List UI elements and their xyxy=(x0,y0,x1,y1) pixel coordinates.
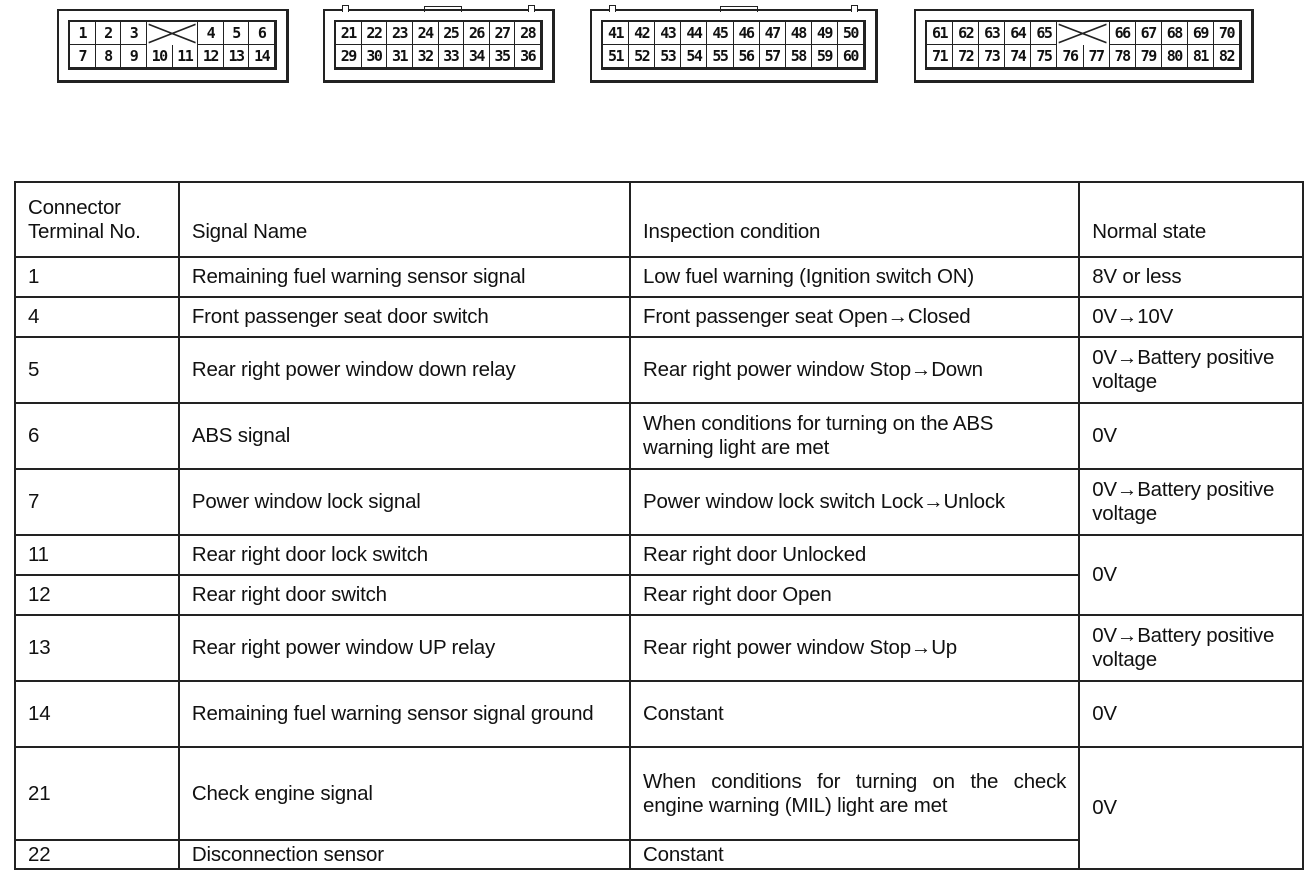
cell-terminal: 5 xyxy=(15,337,179,403)
cell-terminal: 21 xyxy=(15,747,179,840)
connector-pin: 58 xyxy=(786,45,812,68)
header-inspection-condition: Inspection condition xyxy=(630,182,1079,257)
table-row xyxy=(15,257,1303,297)
table-row xyxy=(15,747,1303,840)
connector-pin: 46 xyxy=(734,22,760,45)
connector-latch xyxy=(851,5,858,12)
cell-signal-name: Remaining fuel warning sensor signal xyxy=(179,257,630,297)
header-terminal: Connector Terminal No. xyxy=(15,182,179,257)
table-row xyxy=(15,403,1303,469)
connector-pin: 60 xyxy=(838,45,864,68)
connector-pin: 82 xyxy=(1214,45,1240,68)
cell-signal-name: Rear right power window down relay xyxy=(179,337,630,403)
connector-pin: 21 xyxy=(336,22,362,45)
connector-pin: 36 xyxy=(515,45,541,68)
connector-pin: 5 xyxy=(224,22,250,45)
connector-pin: 73 xyxy=(979,45,1005,68)
connector-blank-cavity xyxy=(147,22,198,45)
cell-normal-state: 0V→Battery positive voltage xyxy=(1079,615,1303,681)
cell-inspection-condition: Rear right door Open xyxy=(630,575,1079,615)
connector-pin: 42 xyxy=(629,22,655,45)
cell-normal-state: 0V xyxy=(1079,535,1303,615)
connector-pin: 27 xyxy=(490,22,516,45)
terminal-inspection-table xyxy=(14,181,1304,870)
cell-terminal: 7 xyxy=(15,469,179,535)
cell-normal-state: 0V→Battery positive voltage xyxy=(1079,337,1303,403)
connector-pin: 33 xyxy=(439,45,465,68)
cell-normal-state: 0V→10V xyxy=(1079,297,1303,337)
connector-pin: 61 xyxy=(927,22,953,45)
connector-pin: 49 xyxy=(812,22,838,45)
cell-inspection-condition: Constant xyxy=(630,840,1079,869)
connector-pin: 1 xyxy=(70,22,96,45)
connector-pin: 3 xyxy=(121,22,147,45)
connector-pin: 67 xyxy=(1136,22,1162,45)
connector-pin: 6 xyxy=(249,22,275,45)
cell-terminal: 12 xyxy=(15,575,179,615)
cell-inspection-condition: Constant xyxy=(630,681,1079,747)
connector-pin: 44 xyxy=(681,22,707,45)
connector-pin: 34 xyxy=(464,45,490,68)
connector-blank-cavity xyxy=(1057,22,1109,45)
connector-key xyxy=(720,6,758,12)
connector-latch xyxy=(342,5,349,12)
connector-diagram-4 xyxy=(914,9,1254,83)
connector-pin: 57 xyxy=(760,45,786,68)
cell-normal-state: 8V or less xyxy=(1079,257,1303,297)
connector-pin: 51 xyxy=(603,45,629,68)
cell-signal-name: Front passenger seat door switch xyxy=(179,297,630,337)
connector-pin: 47 xyxy=(760,22,786,45)
connector-pin: 8 xyxy=(96,45,122,68)
connector-pin: 81 xyxy=(1188,45,1214,68)
connector-pin: 74 xyxy=(1005,45,1031,68)
connector-pin: 4 xyxy=(198,22,224,45)
connector-pin: 69 xyxy=(1188,22,1214,45)
connector-pin-grid xyxy=(925,20,1242,70)
connector-pin: 76 xyxy=(1057,45,1083,68)
cell-inspection-condition: When conditions for turning on the ABS warning light are met xyxy=(630,403,1079,469)
connector-pin: 64 xyxy=(1005,22,1031,45)
connector-pin: 23 xyxy=(387,22,413,45)
cell-signal-name: ABS signal xyxy=(179,403,630,469)
cell-signal-name: Rear right power window UP relay xyxy=(179,615,630,681)
connector-pin: 78 xyxy=(1110,45,1136,68)
connector-pin: 31 xyxy=(387,45,413,68)
cell-terminal: 1 xyxy=(15,257,179,297)
connector-key xyxy=(424,6,462,12)
table-row xyxy=(15,535,1303,575)
connector-pin: 10 xyxy=(147,45,173,68)
table-row xyxy=(15,297,1303,337)
cell-signal-name: Power window lock signal xyxy=(179,469,630,535)
connector-pin: 9 xyxy=(121,45,147,68)
connector-pin: 66 xyxy=(1110,22,1136,45)
connector-pin: 45 xyxy=(707,22,733,45)
cell-inspection-condition: When conditions for turning on the check engine warning (MIL) light are met xyxy=(630,747,1079,840)
connector-pin: 70 xyxy=(1214,22,1240,45)
cell-signal-name: Remaining fuel warning sensor signal ground xyxy=(179,681,630,747)
connector-pin: 71 xyxy=(927,45,953,68)
connector-pin: 68 xyxy=(1162,22,1188,45)
connector-pin: 79 xyxy=(1136,45,1162,68)
connector-pin: 22 xyxy=(362,22,388,45)
table-row xyxy=(15,469,1303,535)
cell-normal-state: 0V→Battery positive voltage xyxy=(1079,469,1303,535)
connector-pin: 43 xyxy=(655,22,681,45)
connector-pin: 56 xyxy=(734,45,760,68)
connector-pin: 35 xyxy=(490,45,516,68)
connector-pin: 65 xyxy=(1031,22,1057,45)
connector-pin-grid xyxy=(68,20,277,70)
connector-pin: 41 xyxy=(603,22,629,45)
cell-normal-state: 0V xyxy=(1079,403,1303,469)
header-signal-name: Signal Name xyxy=(179,182,630,257)
connector-diagram-1 xyxy=(57,9,289,83)
table-header-row xyxy=(15,182,1303,257)
connector-pin: 24 xyxy=(413,22,439,45)
cell-terminal: 6 xyxy=(15,403,179,469)
connector-pin: 25 xyxy=(439,22,465,45)
connector-pin: 77 xyxy=(1084,45,1110,68)
connector-pin: 75 xyxy=(1031,45,1057,68)
cell-signal-name: Check engine signal xyxy=(179,747,630,840)
connector-pin: 30 xyxy=(362,45,388,68)
cell-inspection-condition: Rear right power window Stop→Down xyxy=(630,337,1079,403)
connector-pin: 52 xyxy=(629,45,655,68)
cell-normal-state: 0V xyxy=(1079,681,1303,747)
cell-terminal: 4 xyxy=(15,297,179,337)
table-row xyxy=(15,681,1303,747)
cell-terminal: 22 xyxy=(15,840,179,869)
connector-pin: 48 xyxy=(786,22,812,45)
connector-pin: 53 xyxy=(655,45,681,68)
connector-pin: 26 xyxy=(464,22,490,45)
cell-signal-name: Rear right door switch xyxy=(179,575,630,615)
cell-signal-name: Rear right door lock switch xyxy=(179,535,630,575)
cell-normal-state: 0V xyxy=(1079,747,1303,869)
connector-pin: 54 xyxy=(681,45,707,68)
connector-pin: 29 xyxy=(336,45,362,68)
cell-inspection-condition: Front passenger seat Open→Closed xyxy=(630,297,1079,337)
connector-pin: 32 xyxy=(413,45,439,68)
connector-diagram-2 xyxy=(323,9,555,83)
connector-diagram-3 xyxy=(590,9,878,83)
connector-pin: 13 xyxy=(224,45,250,68)
cell-inspection-condition: Rear right door Unlocked xyxy=(630,535,1079,575)
connector-pin: 14 xyxy=(249,45,275,68)
connector-pin: 12 xyxy=(198,45,224,68)
connector-pin: 50 xyxy=(838,22,864,45)
cell-terminal: 14 xyxy=(15,681,179,747)
connector-pin: 28 xyxy=(515,22,541,45)
connector-latch xyxy=(528,5,535,12)
connector-pin: 55 xyxy=(707,45,733,68)
connector-pin: 63 xyxy=(979,22,1005,45)
connector-pin: 7 xyxy=(70,45,96,68)
header-normal-state: Normal state xyxy=(1079,182,1303,257)
cell-inspection-condition: Rear right power window Stop→Up xyxy=(630,615,1079,681)
connector-pin: 2 xyxy=(96,22,122,45)
connector-pin: 72 xyxy=(953,45,979,68)
connector-pin-grid xyxy=(601,20,866,70)
cell-terminal: 11 xyxy=(15,535,179,575)
connector-pin-grid xyxy=(334,20,543,70)
connector-pin: 62 xyxy=(953,22,979,45)
connector-pin: 80 xyxy=(1162,45,1188,68)
table-row xyxy=(15,615,1303,681)
table-row xyxy=(15,337,1303,403)
connector-latch xyxy=(609,5,616,12)
cell-signal-name: Disconnection sensor xyxy=(179,840,630,869)
connector-pin: 59 xyxy=(812,45,838,68)
connector-pin: 11 xyxy=(173,45,199,68)
cell-terminal: 13 xyxy=(15,615,179,681)
cell-inspection-condition: Low fuel warning (Ignition switch ON) xyxy=(630,257,1079,297)
cell-inspection-condition: Power window lock switch Lock→Unlock xyxy=(630,469,1079,535)
